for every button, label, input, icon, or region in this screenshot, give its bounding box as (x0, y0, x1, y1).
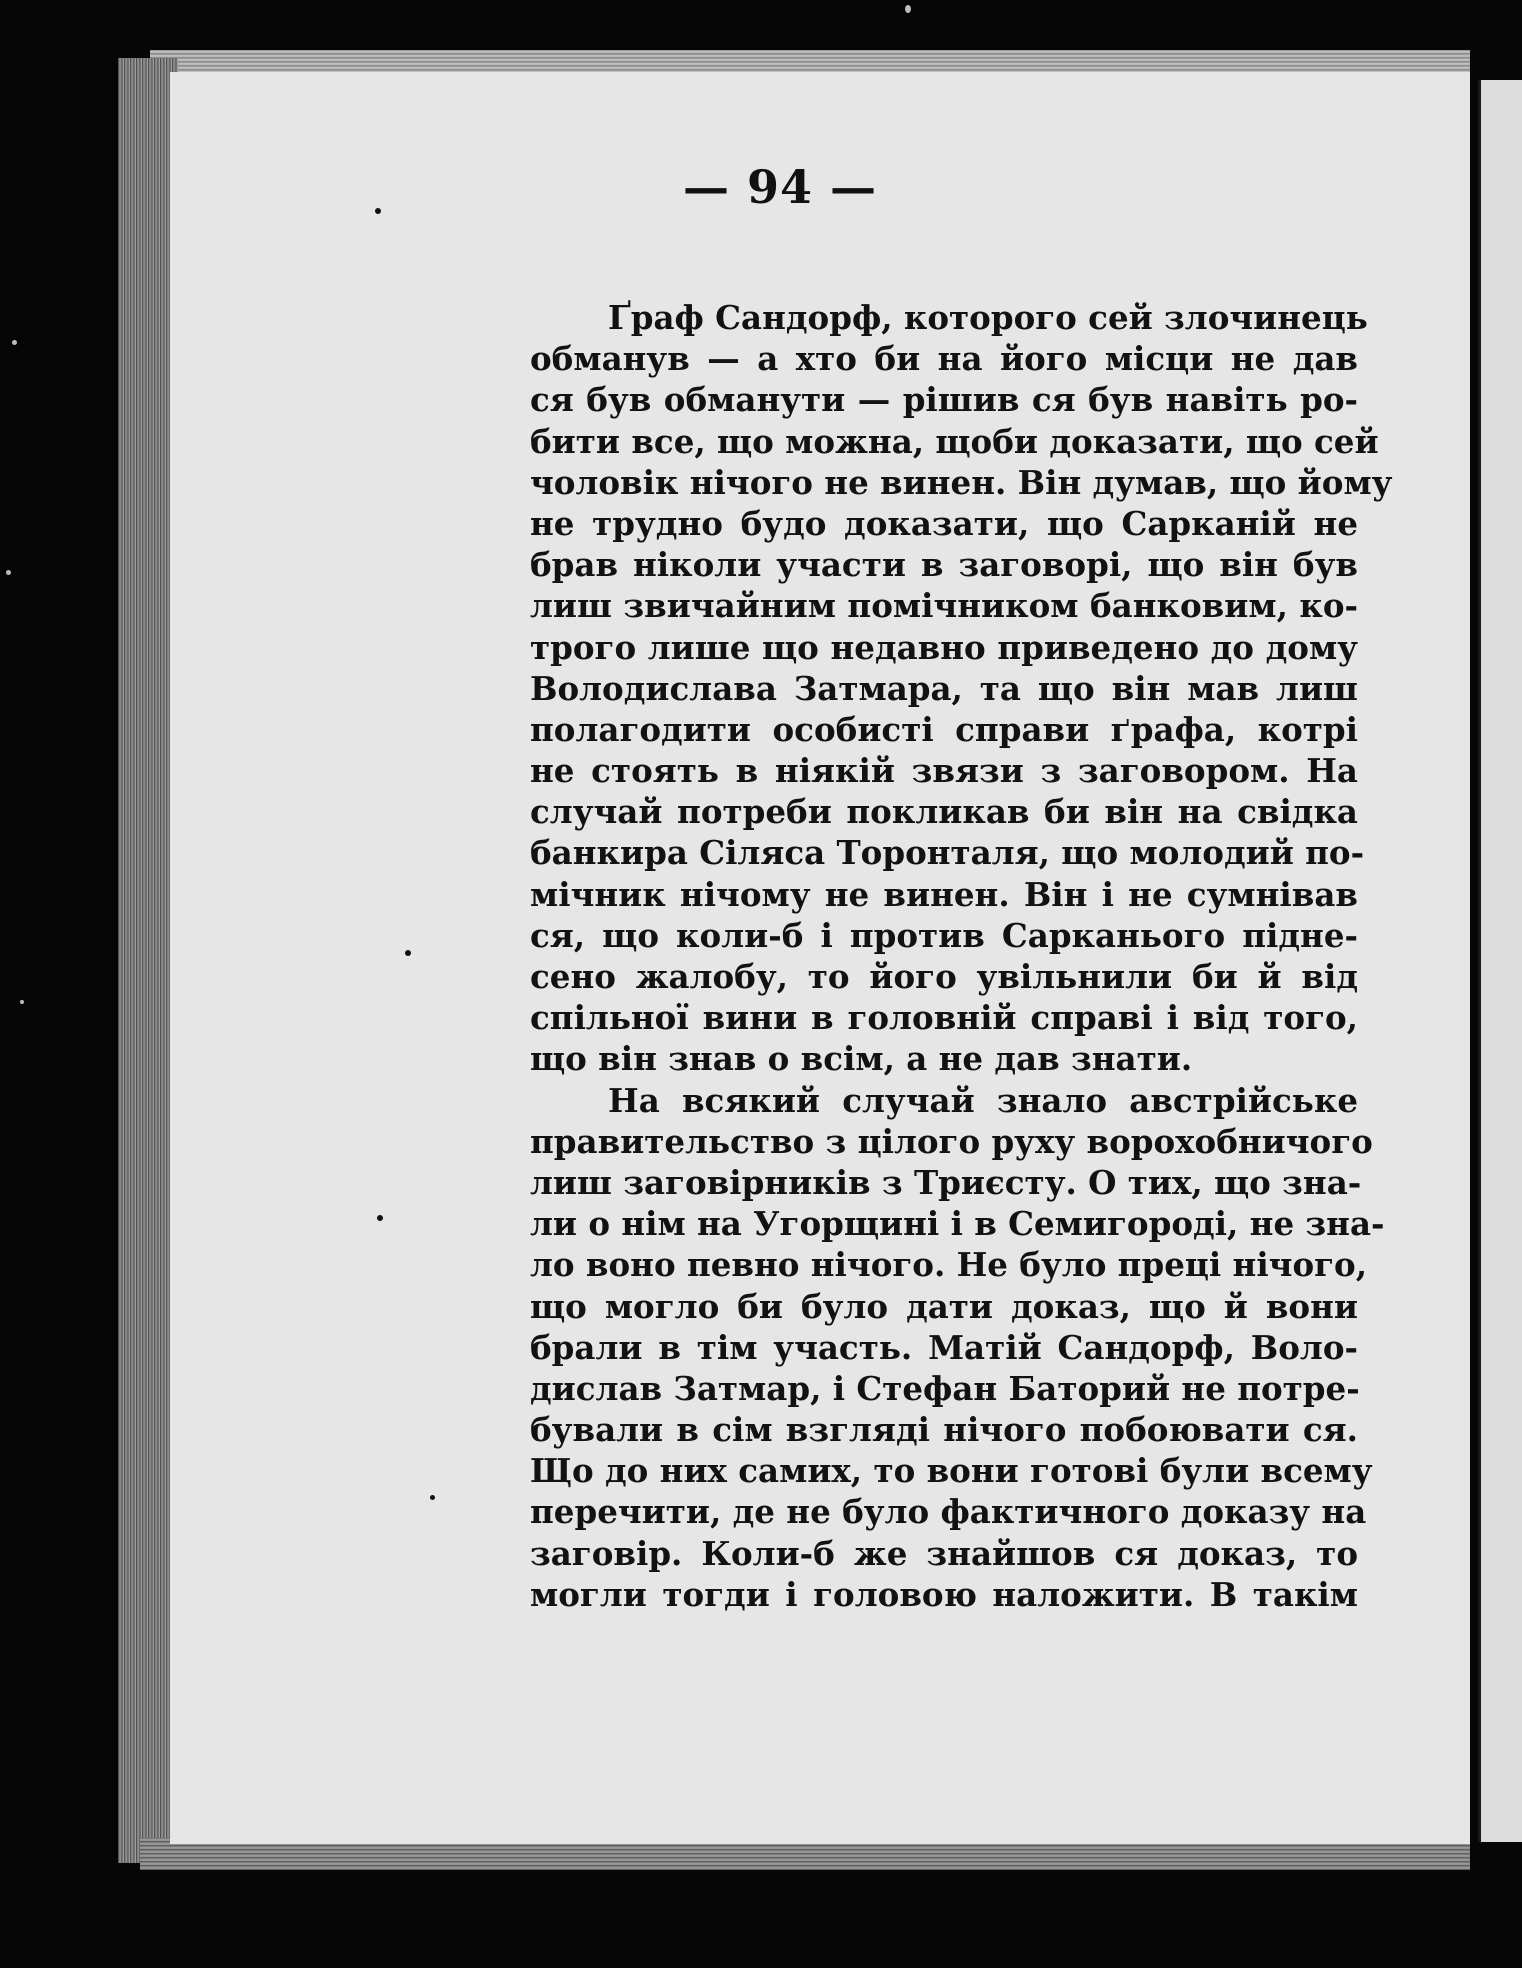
text-line: случай потреби покликав би він на свідка (530, 792, 1358, 832)
text-line: На всякий случай знало австрійське (608, 1080, 1358, 1120)
page-number: — 94 — (682, 160, 878, 214)
text-line: полагодити особисті справи ґрафа, котрі (530, 709, 1358, 749)
book-left-page-edges (118, 58, 178, 1863)
text-line: чоловік нічого не винен. Він думав, що йому (530, 462, 1393, 502)
text-line: спільної вини в головній справі і від того, (530, 998, 1358, 1038)
text-line: брав ніколи участи в заговорі, що він був (530, 545, 1358, 585)
text-line: правительство з цілого руху ворохобничого (530, 1121, 1373, 1161)
text-line: лиш заговірників з Триєсту. О тих, що зна- (530, 1162, 1362, 1202)
paragraph (530, 297, 1393, 1080)
paragraph (530, 1080, 1385, 1615)
dust-speck (905, 5, 911, 13)
text-line: заговір. Коли-б же знайшов ся доказ, то (530, 1533, 1358, 1573)
text-line: що могло би було дати доказ, що й вони (530, 1286, 1358, 1326)
text-line: бували в сім взгляді нічого побоювати ся. (530, 1410, 1358, 1450)
text-line: що він знав о всім, а не дав знати. (530, 1039, 1193, 1079)
text-line: Ґраф Сандорф, которого сей злочинець (608, 298, 1368, 337)
text-line: ли о нім на Угорщині і в Семигороді, не зна- (530, 1204, 1385, 1244)
adjacent-page-sliver (1478, 80, 1522, 1842)
text-line: лиш звичайним помічником банковим, ко- (530, 586, 1358, 626)
dust-speck (405, 950, 411, 956)
text-line: бити все, що можна, щоби доказати, що сей (530, 421, 1379, 461)
dust-speck (20, 1000, 24, 1004)
dust-speck (430, 1495, 435, 1500)
text-line: трого лише що недавно приведено до дому (530, 627, 1358, 667)
text-line: ся був обманути — рішив ся був навіть ро- (530, 380, 1358, 420)
text-line: могли тогди і головою наложити. В такім (530, 1574, 1358, 1614)
text-line: не трудно будо доказати, що Сарканій не (530, 503, 1358, 543)
text-line: брали в тім участь. Матій Сандорф, Воло- (530, 1327, 1358, 1367)
text-line: обманув — а хто би на його місци не дав (530, 339, 1358, 379)
text-line: Що до них самих, то вони готові були всему (530, 1451, 1373, 1491)
dust-speck (6, 570, 11, 575)
text-line: перечити, де не було фактичного доказу на (530, 1492, 1367, 1532)
text-line: мічник нічому не винен. Він і не сумнівав (530, 874, 1358, 914)
text-line: дислав Затмар, і Стефан Баторий не потре- (530, 1368, 1360, 1408)
dust-speck (375, 208, 381, 214)
text-line: ло воно певно нічого. Не було преці нічого, (530, 1245, 1368, 1285)
dust-speck (377, 1215, 383, 1221)
body-text (530, 297, 1393, 1615)
text-line: Володислава Затмара, та що він мав лиш (530, 668, 1358, 708)
text-line: сено жалобу, то його увільнили би й від (530, 957, 1358, 996)
dust-speck (12, 340, 17, 345)
text-line: не стоять в ніякій звязи з заговором. На (530, 751, 1358, 791)
text-line: ся, що коли-б і против Сарканього підне- (530, 915, 1358, 955)
text-line: банкира Сіляса Торонталя, що молодий по- (530, 833, 1365, 873)
book-top-edge (150, 50, 1470, 74)
